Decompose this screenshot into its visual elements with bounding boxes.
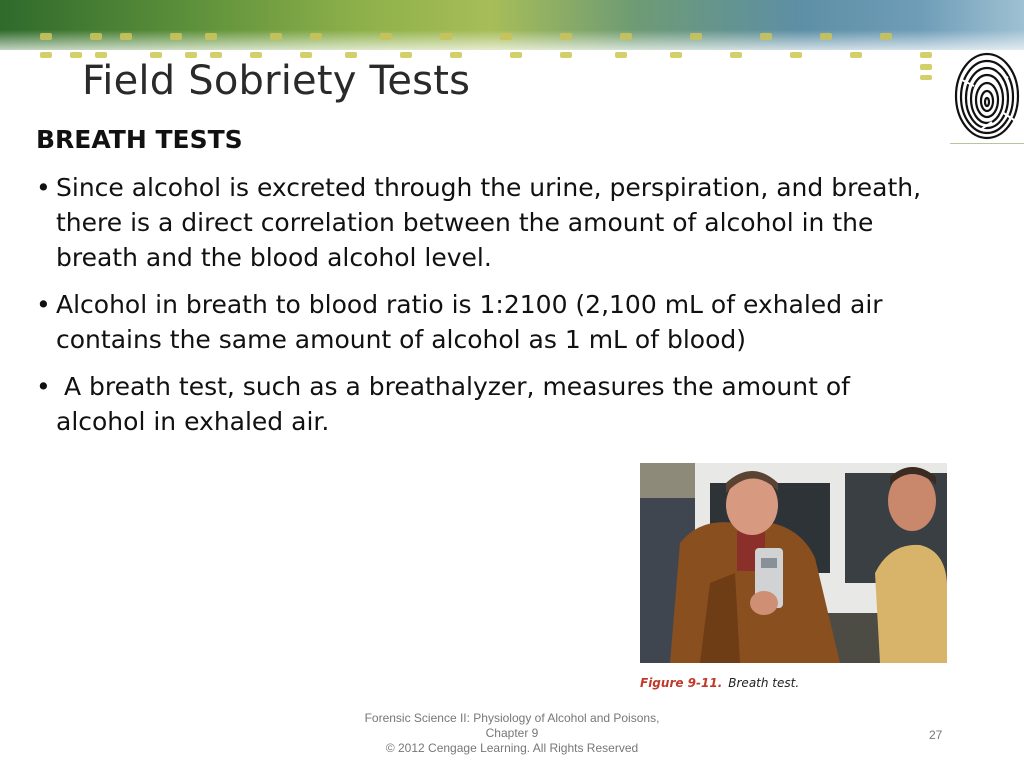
fingerprint-icon: [952, 50, 1022, 142]
bullet-text: A breath test, such as a breathalyzer, measures the amount of alcohol in exhaled air.: [56, 372, 858, 436]
breath-test-photo: [640, 463, 947, 663]
divider-line: [950, 143, 1024, 144]
footer-chapter: Chapter 9: [485, 726, 539, 740]
bullet-dot-icon: •: [36, 290, 51, 319]
bullet-text: Alcohol in breath to blood ratio is 1:2100 (2,100 mL of exhaled air contains the same amount of alcohol as 1 mL of blood): [56, 290, 883, 354]
footer-course-title: Forensic Science II: Physiology of Alcohol and Poisons,: [364, 711, 660, 725]
figure-caption: [640, 676, 799, 690]
figure-caption-text: Breath test.: [728, 676, 800, 690]
page-number: 27: [929, 728, 943, 742]
bullet-dot-icon: •: [36, 173, 51, 202]
bullet-item: [36, 369, 936, 439]
bullet-dot-icon: •: [36, 372, 51, 401]
bullet-item: [36, 287, 936, 357]
figure-label: Figure 9-11.: [640, 676, 723, 690]
bullet-item: [36, 170, 936, 275]
bullet-text: Since alcohol is excreted through the urine, perspiration, and breath, there is a direct correlation between the amount of alcohol in the breath and the blood alcohol level.: [56, 173, 922, 272]
section-heading: BREATH TESTS: [36, 125, 243, 154]
bullet-list: [36, 170, 936, 451]
footer-copyright: © 2012 Cengage Learning. All Rights Reserved: [385, 741, 639, 755]
footer: [330, 711, 694, 756]
slide-title: Field Sobriety Tests: [82, 58, 471, 104]
